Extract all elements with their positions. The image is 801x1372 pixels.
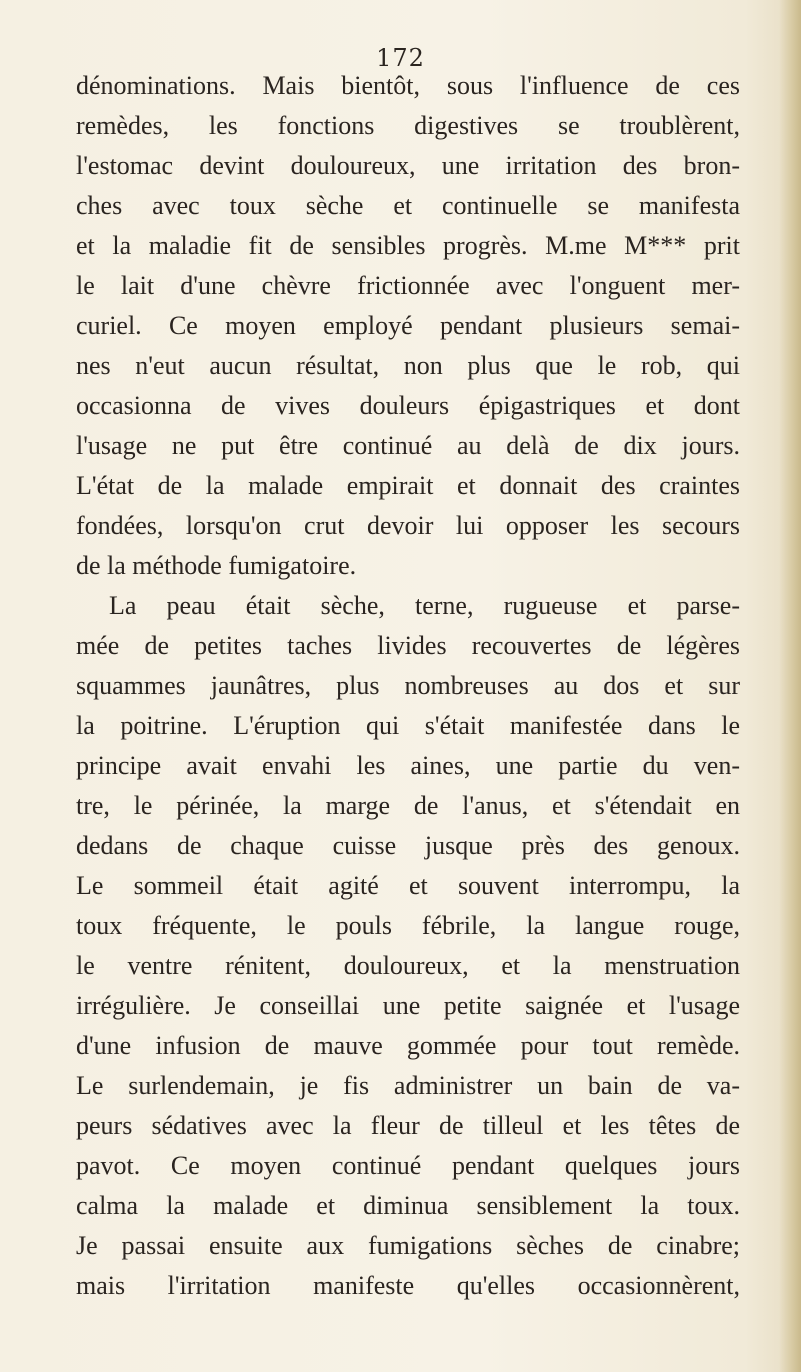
text-line: peurs sédatives avec la fleur de tilleul et les têtes de: [76, 1111, 740, 1140]
text-line: mais l'irritation manifeste qu'elles occasionnèrent,: [76, 1271, 740, 1300]
text-line: ches avec toux sèche et continuelle se manifesta: [76, 191, 740, 220]
text-line: Le sommeil était agité et souvent interrompu, la: [76, 871, 740, 900]
text-line: pavot. Ce moyen continué pendant quelques jours: [76, 1151, 740, 1180]
text-line: irrégulière. Je conseillai une petite saignée et l'usage: [76, 991, 740, 1020]
text-line: toux fréquente, le pouls fébrile, la langue rouge,: [76, 911, 740, 940]
text-line: nes n'eut aucun résultat, non plus que le rob, qui: [76, 351, 740, 380]
paragraph-start-line: La peau était sèche, terne, rugueuse et parse-: [109, 591, 740, 620]
text-line: principe avait envahi les aines, une partie du ven-: [76, 751, 740, 780]
text-line: Je passai ensuite aux fumigations sèches de cinabre;: [76, 1231, 740, 1260]
text-line: et la maladie fit de sensibles progrès. M.me M*** prit: [76, 231, 740, 260]
text-line: occasionna de vives douleurs épigastriques et dont: [76, 391, 740, 420]
text-line: tre, le périnée, la marge de l'anus, et s'étendait en: [76, 791, 740, 820]
text-line: dénominations. Mais bientôt, sous l'influence de ces: [76, 71, 740, 100]
text-line: le lait d'une chèvre frictionnée avec l'onguent mer-: [76, 271, 740, 300]
text-line: l'estomac devint douloureux, une irritation des bron-: [76, 151, 740, 180]
text-line: remèdes, les fonctions digestives se troublèrent,: [76, 111, 740, 140]
text-line: L'état de la malade empirait et donnait des craintes: [76, 471, 740, 500]
text-line: curiel. Ce moyen employé pendant plusieurs semai-: [76, 311, 740, 340]
text-line: la poitrine. L'éruption qui s'était manifestée dans le: [76, 711, 740, 740]
body-text: [76, 66, 740, 1306]
text-line: Le surlendemain, je fis administrer un bain de va-: [76, 1071, 740, 1100]
text-line: dedans de chaque cuisse jusque près des genoux.: [76, 831, 740, 860]
text-line: fondées, lorsqu'on crut devoir lui opposer les secours: [76, 511, 740, 540]
text-line: le ventre rénitent, douloureux, et la menstruation: [76, 951, 740, 980]
page-number: 172: [376, 44, 425, 72]
text-line: l'usage ne put être continué au delà de dix jours.: [76, 431, 740, 460]
page-edge: [779, 0, 801, 1372]
text-line: squammes jaunâtres, plus nombreuses au dos et sur: [76, 671, 740, 700]
paragraph-end-line: de la méthode fumigatoire.: [76, 551, 357, 580]
text-line: d'une infusion de mauve gommée pour tout remède.: [76, 1031, 740, 1060]
text-line: mée de petites taches livides recouvertes de légères: [76, 631, 740, 660]
text-line: calma la malade et diminua sensiblement la toux.: [76, 1191, 740, 1220]
